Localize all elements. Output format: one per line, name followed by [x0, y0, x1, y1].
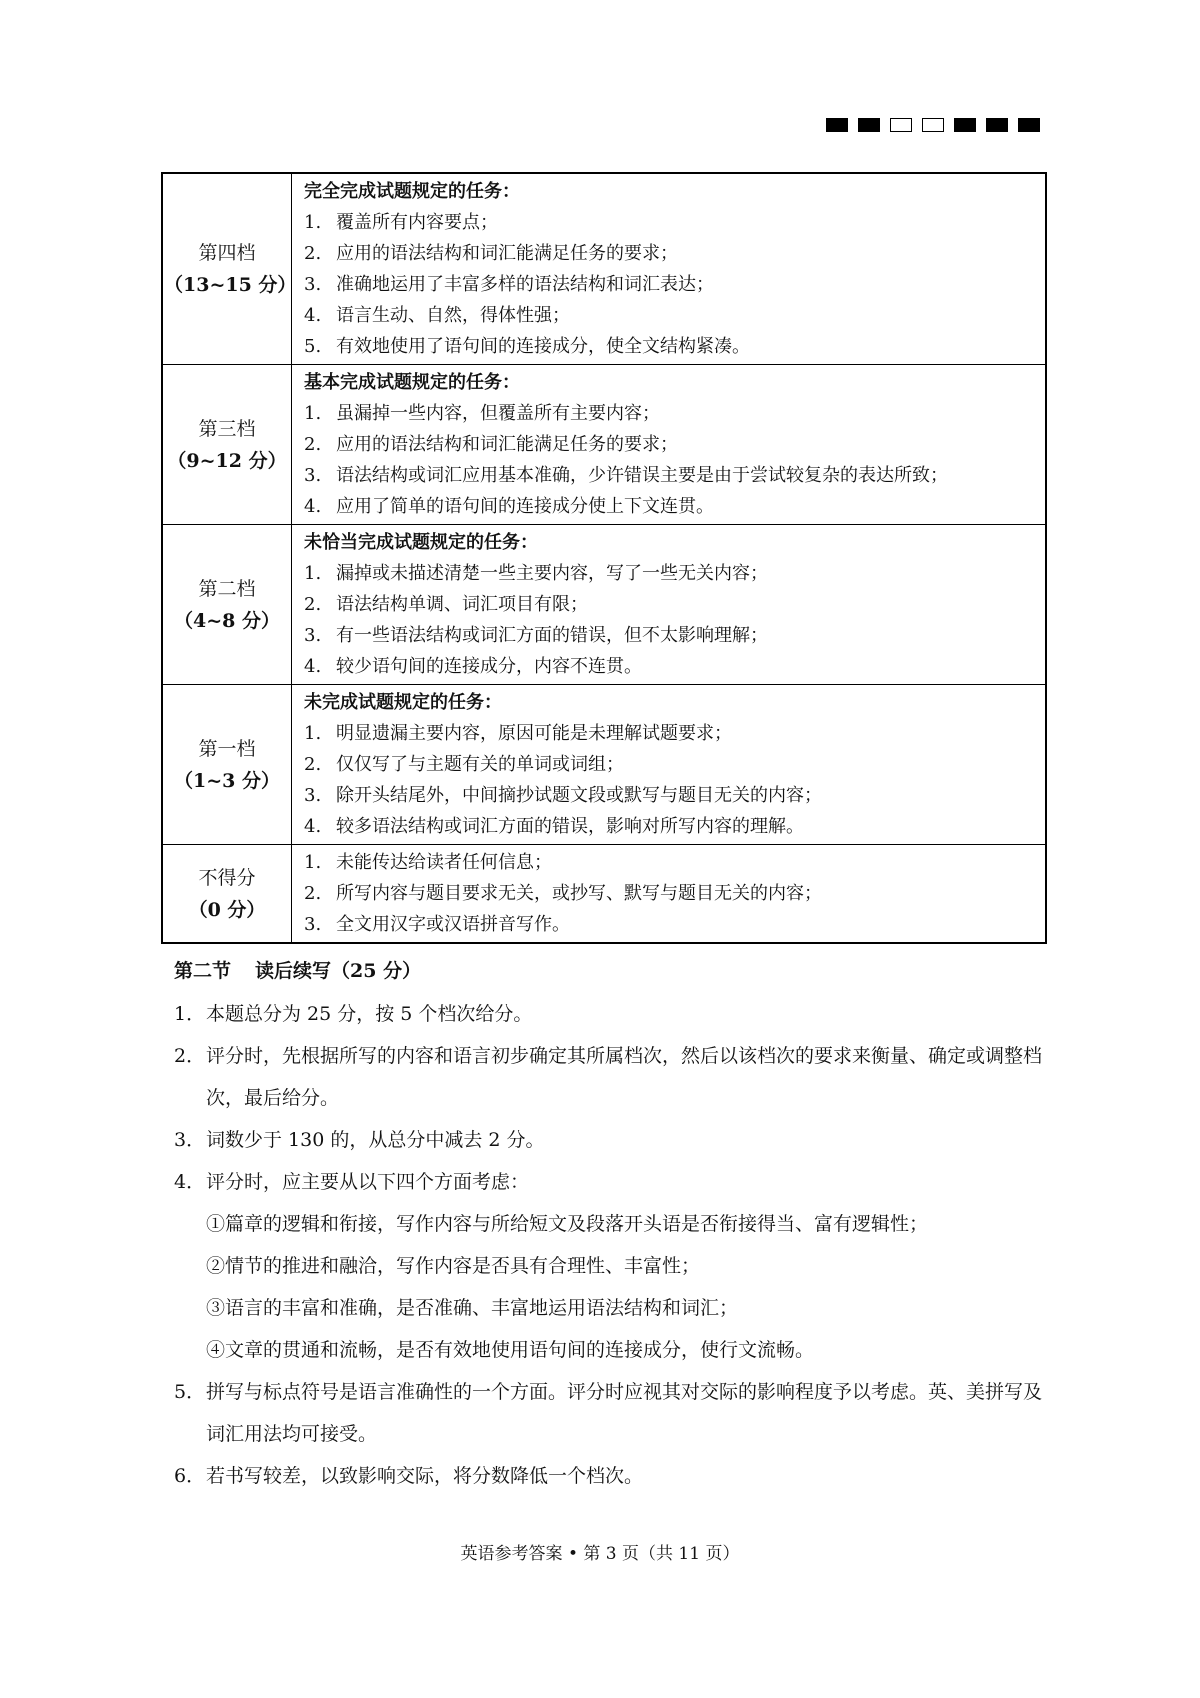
criteria-number: 3.: [304, 625, 322, 646]
criteria-item: [304, 460, 1035, 491]
criteria-item: [304, 558, 1035, 589]
criteria-cell: [292, 173, 1047, 365]
criteria-number: 3.: [304, 465, 322, 486]
level-cell: [162, 173, 297, 365]
criteria-number: 4.: [304, 656, 322, 677]
guideline-item: [174, 1035, 1054, 1119]
criteria-number: 1.: [304, 403, 322, 424]
guideline-body: [206, 1035, 1054, 1119]
criteria-list: [304, 558, 1035, 682]
guideline-number: 5．: [174, 1381, 206, 1403]
section-two: [174, 955, 1054, 1497]
guideline-item: [174, 1455, 1054, 1497]
criteria-text: 语言生动、自然，得体性强；: [336, 305, 570, 326]
header-mark-4: [922, 118, 944, 132]
criteria-item: [304, 651, 1035, 682]
criteria-text: 准确地运用了丰富多样的语法结构和词汇表达；: [336, 274, 714, 295]
rubric-row: [162, 845, 1046, 944]
level-cell: [162, 365, 292, 525]
criteria-number: 1.: [304, 723, 322, 744]
criteria-text: 较少语句间的连接成分，内容不连贯。: [336, 656, 642, 677]
guideline-item: [174, 1119, 1054, 1161]
criteria-number: 3.: [304, 914, 322, 935]
criteria-number: 2.: [304, 434, 322, 455]
criteria-text: 明显遗漏主要内容，原因可能是未理解试题要求；: [336, 723, 732, 744]
level-score: （13~15 分）: [164, 274, 297, 296]
criteria-item: [304, 398, 1035, 429]
criteria-heading: 未恰当完成试题规定的任务：: [304, 532, 538, 553]
level-name: 不得分: [198, 866, 256, 889]
criteria-heading: 基本完成试题规定的任务：: [304, 372, 520, 393]
criteria-text: 除开头结尾外，中间摘抄试题文段或默写与题目无关的内容；: [336, 785, 822, 806]
criteria-number: 2.: [304, 883, 322, 904]
criteria-list: [304, 398, 1035, 522]
criteria-text: 应用了简单的语句间的连接成分使上下文连贯。: [336, 496, 714, 517]
criteria-text: 漏掉或未描述清楚一些主要内容，写了一些无关内容；: [336, 563, 768, 584]
guideline-item: [174, 1161, 1054, 1371]
level-score: （1~3 分）: [174, 769, 280, 792]
criteria-text: 所写内容与题目要求无关，或抄写、默写与题目无关的内容；: [336, 883, 822, 904]
guideline-body: [206, 1455, 1054, 1497]
consideration-item: ②情节的推进和融洽，写作内容是否具有合理性、丰富性；: [206, 1255, 701, 1277]
criteria-heading: 未完成试题规定的任务：: [304, 692, 502, 713]
level-cell: [162, 685, 292, 845]
criteria-number: 3.: [304, 274, 322, 295]
criteria-number: 4.: [304, 305, 322, 326]
criteria-cell: [292, 845, 1047, 944]
criteria-list: [304, 718, 1035, 842]
criteria-item: [304, 878, 1035, 909]
guideline-body: [206, 993, 1054, 1035]
guideline-body: [206, 1371, 1054, 1455]
criteria-list: [304, 207, 1035, 362]
criteria-number: 1.: [304, 212, 322, 233]
guideline-text: 评分时，先根据所写的内容和语言初步确定其所属档次，然后以该档次的要求来衡量、确定或调整档次，最后给分。: [206, 1045, 1043, 1109]
criteria-text: 有效地使用了语句间的连接成分，使全文结构紧凑。: [336, 336, 750, 357]
criteria-item: [304, 718, 1035, 749]
criteria-number: 2.: [304, 594, 322, 615]
criteria-item: [304, 847, 1035, 878]
header-marks: [826, 118, 1040, 132]
criteria-item: [304, 207, 1035, 238]
scoring-rubric-table: [161, 172, 1047, 944]
header-mark-7: [1018, 118, 1040, 132]
criteria-item: [304, 589, 1035, 620]
criteria-text: 应用的语法结构和词汇能满足任务的要求；: [336, 434, 678, 455]
header-mark-2: [858, 118, 880, 132]
rubric-row: [162, 173, 1046, 365]
criteria-number: 4.: [304, 816, 322, 837]
criteria-item: [304, 331, 1035, 362]
header-mark-6: [986, 118, 1008, 132]
criteria-text: 语法结构或词汇应用基本准确，少许错误主要是由于尝试较复杂的表达所致；: [336, 465, 948, 486]
criteria-text: 较多语法结构或词汇方面的错误，影响对所写内容的理解。: [336, 816, 804, 837]
consideration-list: [206, 1203, 1054, 1371]
criteria-item: [304, 238, 1035, 269]
consideration-item: ①篇章的逻辑和衔接，写作内容与所给短文及段落开头语是否衔接得当、富有逻辑性；: [206, 1213, 929, 1235]
criteria-item: [304, 749, 1035, 780]
criteria-number: 3.: [304, 785, 322, 806]
level-score: （0 分）: [188, 898, 266, 921]
section-title-text: 读后续写（25 分）: [255, 960, 422, 982]
consideration-item: ③语言的丰富和准确，是否准确、丰富地运用语法结构和词汇；: [206, 1297, 739, 1319]
level-name: 第四档: [198, 242, 256, 264]
criteria-item: [304, 491, 1035, 522]
level-score: （9~12 分）: [167, 449, 287, 472]
rubric-row: [162, 685, 1046, 845]
criteria-item: [304, 780, 1035, 811]
criteria-item: [304, 620, 1035, 651]
criteria-item: [304, 300, 1035, 331]
consideration-item: ④文章的贯通和流畅，是否有效地使用语句间的连接成分，使行文流畅。: [206, 1339, 815, 1361]
criteria-item: [304, 909, 1035, 940]
criteria-item: [304, 269, 1035, 300]
guideline-number: 6．: [174, 1465, 206, 1487]
criteria-text: 虽漏掉一些内容，但覆盖所有主要内容；: [336, 403, 660, 424]
criteria-text: 未能传达给读者任何信息；: [336, 852, 552, 873]
level-name: 第二档: [198, 577, 256, 600]
header-mark-5: [954, 118, 976, 132]
guideline-number: 2．: [174, 1045, 206, 1067]
criteria-number: 5.: [304, 336, 322, 357]
header-mark-3: [890, 118, 912, 132]
guideline-text: 若书写较差，以致影响交际，将分数降低一个档次。: [206, 1465, 644, 1487]
guideline-number: 4．: [174, 1171, 206, 1193]
guideline-text: 评分时，应主要从以下四个方面考虑：: [206, 1171, 530, 1193]
rubric-row: [162, 525, 1046, 685]
guideline-item: [174, 1371, 1054, 1455]
guideline-text: 拼写与标点符号是语言准确性的一个方面。评分时应视其对交际的影响程度予以考虑。英、美拼写及词汇用法均可接受。: [206, 1381, 1043, 1445]
criteria-text: 有一些语法结构或词汇方面的错误，但不太影响理解；: [336, 625, 768, 646]
criteria-text: 语法结构单调、词汇项目有限；: [336, 594, 588, 615]
guideline-number: 1．: [174, 1003, 206, 1025]
guideline-number: 3．: [174, 1129, 206, 1151]
level-cell: [162, 525, 292, 685]
criteria-number: 2.: [304, 243, 322, 264]
level-score: （4~8 分）: [174, 609, 280, 632]
guideline-text: 本题总分为 25 分，按 5 个档次给分。: [206, 1003, 533, 1025]
guideline-item: [174, 993, 1054, 1035]
criteria-list: [304, 847, 1035, 940]
criteria-cell: [292, 525, 1047, 685]
level-name: 第一档: [198, 737, 256, 760]
section-two-title: [174, 955, 1054, 987]
criteria-number: 4.: [304, 496, 322, 517]
section-two-list: [174, 993, 1054, 1497]
criteria-number: 1.: [304, 563, 322, 584]
criteria-text: 应用的语法结构和词汇能满足任务的要求；: [336, 243, 678, 264]
criteria-text: 仅仅写了与主题有关的单词或词组；: [336, 754, 624, 775]
criteria-item: [304, 429, 1035, 460]
criteria-text: 覆盖所有内容要点；: [336, 212, 498, 233]
guideline-body: [206, 1161, 1054, 1371]
page-footer: 英语参考答案 • 第 3 页（共 11 页）: [460, 1544, 740, 1564]
guideline-body: [206, 1119, 1054, 1161]
level-name: 第三档: [198, 417, 256, 440]
header-mark-1: [826, 118, 848, 132]
criteria-text: 全文用汉字或汉语拼音写作。: [336, 914, 570, 935]
section-label: 第二节: [174, 960, 232, 982]
rubric-row: [162, 365, 1046, 525]
criteria-item: [304, 811, 1035, 842]
criteria-number: 1.: [304, 852, 322, 873]
guideline-text: 词数少于 130 的，从总分中减去 2 分。: [206, 1129, 545, 1151]
criteria-number: 2.: [304, 754, 322, 775]
level-cell: [162, 845, 292, 944]
criteria-cell: [292, 685, 1047, 845]
criteria-heading: 完全完成试题规定的任务：: [304, 181, 520, 202]
criteria-cell: [292, 365, 1047, 525]
